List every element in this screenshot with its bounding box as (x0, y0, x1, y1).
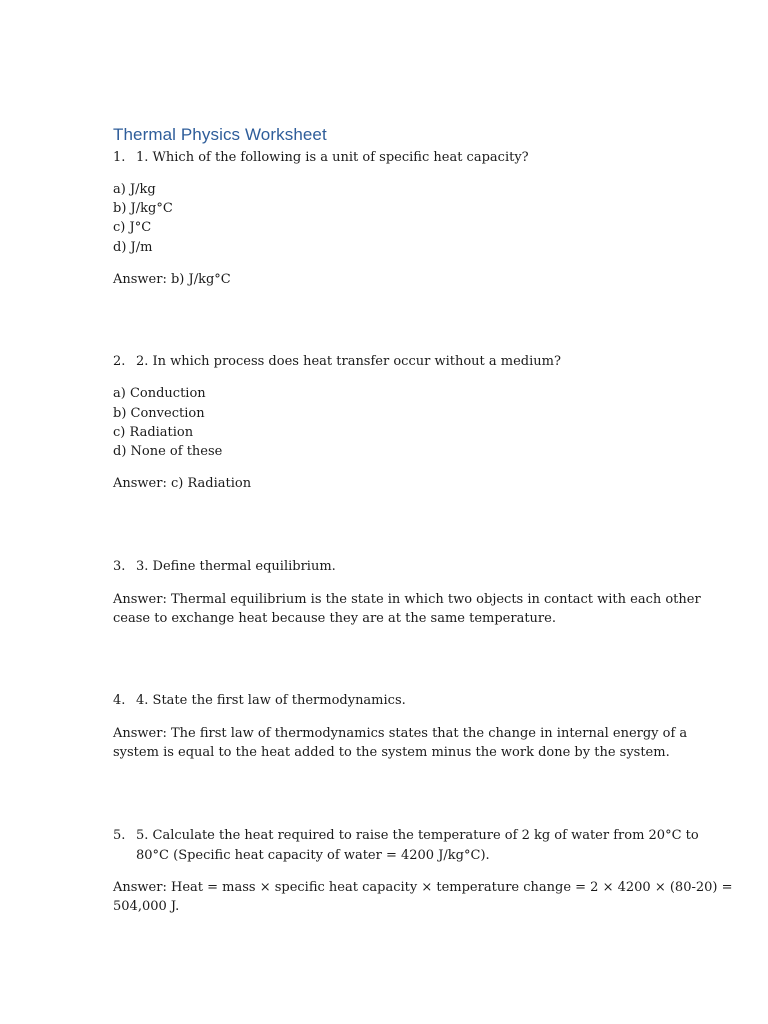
question-number: 2. (113, 354, 126, 369)
page-title: Thermal Physics Worksheet (113, 125, 327, 144)
answer-line-1: Answer: The first law of thermodynamics states that the change in internal energy of a (113, 726, 688, 741)
question-text: 1. Which of the following is a unit of specific heat capacity? (136, 150, 529, 165)
option-b: b) Convection (113, 406, 205, 421)
question-text: 3. Define thermal equilibrium. (136, 559, 336, 574)
option-a: a) J/kg (113, 182, 156, 197)
question-number: 1. (113, 150, 126, 165)
option-b: b) J/kg°C (113, 201, 173, 216)
question-text: 2. In which process does heat transfer occur without a medium? (136, 354, 561, 369)
question-number: 5. (113, 828, 126, 843)
option-c: c) Radiation (113, 425, 194, 440)
option-c: c) J°C (113, 220, 152, 235)
answer-line-1: Answer: Thermal equilibrium is the state in which two objects in contact with each other (113, 592, 701, 607)
question-text-line-1: 5. Calculate the heat required to raise the temperature of 2 kg of water from 20°C to (136, 828, 699, 843)
question-number: 3. (113, 559, 126, 574)
option-a: a) Conduction (113, 386, 206, 401)
option-d: d) J/m (113, 240, 153, 255)
answer-line-2: cease to exchange heat because they are at the same temperature. (113, 611, 556, 626)
answer: Answer: b) J/kg°C (113, 272, 231, 287)
answer-line-2: system is equal to the heat added to the system minus the work done by the system. (113, 745, 670, 760)
question-text-line-2: 80°C (Specific heat capacity of water = 4200 J/kg°C). (136, 848, 490, 863)
option-d: d) None of these (113, 444, 223, 459)
answer-line-2: 504,000 J. (113, 899, 180, 914)
question-text: 4. State the first law of thermodynamics. (136, 693, 406, 708)
question-number: 4. (113, 693, 126, 708)
answer: Answer: c) Radiation (113, 476, 252, 491)
answer-line-1: Answer: Heat = mass × specific heat capacity × temperature change = 2 × 4200 × (80-20) = (113, 880, 733, 895)
